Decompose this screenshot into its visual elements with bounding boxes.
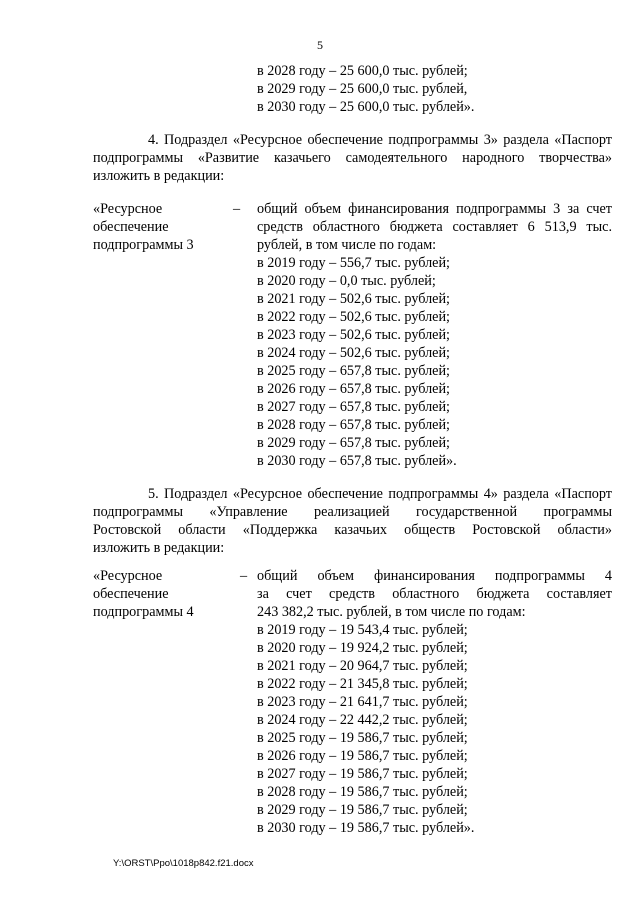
- section4-heading-line: подпрограммы «Развитие казачьего самодеятельного народного творчества»: [93, 150, 612, 166]
- section5-year-line: в 2026 году – 19 586,7 тыс. рублей;: [257, 748, 468, 764]
- section5-dash: –: [240, 568, 248, 584]
- section5-year-line: в 2028 году – 19 586,7 тыс. рублей;: [257, 784, 468, 800]
- section5-year-line: в 2027 году – 19 586,7 тыс. рублей;: [257, 766, 468, 782]
- section4-year-line: в 2030 году – 657,8 тыс. рублей».: [257, 453, 457, 469]
- section5-year-line: в 2022 году – 21 345,8 тыс. рублей;: [257, 676, 468, 692]
- section5-year-line: в 2025 году – 19 586,7 тыс. рублей;: [257, 730, 468, 746]
- section4-heading-line: изложить в редакции:: [93, 168, 225, 184]
- section4-body-line: рублей, в том числе по годам:: [257, 237, 437, 253]
- section5-body-line: общий объем финансирования подпрограммы 4: [257, 568, 612, 584]
- section4-body-line: средств областного бюджета составляет 6 513,9 тыс.: [257, 219, 612, 235]
- section5-heading-line: Ростовской области «Поддержка казачьих обществ Ростовской области»: [93, 522, 612, 538]
- section4-year-line: в 2022 году – 502,6 тыс. рублей;: [257, 309, 450, 325]
- section5-year-line: в 2023 году – 21 641,7 тыс. рублей;: [257, 694, 468, 710]
- section4-year-line: в 2027 году – 657,8 тыс. рублей;: [257, 399, 450, 415]
- intro-line: в 2030 году – 25 600,0 тыс. рублей».: [257, 99, 475, 115]
- section5-year-line: в 2019 году – 19 543,4 тыс. рублей;: [257, 622, 468, 638]
- section4-year-line: в 2024 году – 502,6 тыс. рублей;: [257, 345, 450, 361]
- section4-year-line: в 2020 году – 0,0 тыс. рублей;: [257, 273, 436, 289]
- section4-year-line: в 2023 году – 502,6 тыс. рублей;: [257, 327, 450, 343]
- section5-body-line: за счет средств областного бюджета составляет: [257, 586, 612, 602]
- section4-label: «Ресурсное: [93, 201, 163, 217]
- section4-body-line: общий объем финансирования подпрограммы 3 за счет: [257, 201, 612, 217]
- section4-dash: –: [233, 201, 241, 217]
- section4-year-line: в 2019 году – 556,7 тыс. рублей;: [257, 255, 450, 271]
- section5-year-line: в 2030 году – 19 586,7 тыс. рублей».: [257, 820, 475, 836]
- section5-label: подпрограммы 4: [93, 604, 194, 620]
- section4-year-line: в 2025 году – 657,8 тыс. рублей;: [257, 363, 450, 379]
- section4-label: обеспечение: [93, 219, 169, 235]
- section4-label: подпрограммы 3: [93, 237, 194, 253]
- page-number: 5: [317, 38, 323, 52]
- section5-year-line: в 2021 году – 20 964,7 тыс. рублей;: [257, 658, 468, 674]
- section5-heading-line: изложить в редакции:: [93, 540, 225, 556]
- intro-line: в 2029 году – 25 600,0 тыс. рублей,: [257, 81, 468, 97]
- section5-body-line: 243 382,2 тыс. рублей, в том числе по годам:: [257, 604, 526, 620]
- intro-line: в 2028 году – 25 600,0 тыс. рублей;: [257, 63, 468, 79]
- section5-heading-line: подпрограммы «Управление реализацией государственной программы: [93, 504, 612, 520]
- section5-year-line: в 2020 году – 19 924,2 тыс. рублей;: [257, 640, 468, 656]
- file-path-footer: Y:\ORST\Ppo\1018p842.f21.docx: [113, 858, 254, 869]
- section5-heading-line: 5. Подраздел «Ресурсное обеспечение подпрограммы 4» раздела «Паспорт: [148, 486, 612, 502]
- section4-heading-line: 4. Подраздел «Ресурсное обеспечение подпрограммы 3» раздела «Паспорт: [148, 132, 612, 148]
- section5-label: «Ресурсное: [93, 568, 163, 584]
- section5-label: обеспечение: [93, 586, 169, 602]
- section4-year-line: в 2021 году – 502,6 тыс. рублей;: [257, 291, 450, 307]
- section4-year-line: в 2028 году – 657,8 тыс. рублей;: [257, 417, 450, 433]
- section4-year-line: в 2026 году – 657,8 тыс. рублей;: [257, 381, 450, 397]
- section4-year-line: в 2029 году – 657,8 тыс. рублей;: [257, 435, 450, 451]
- section5-year-line: в 2024 году – 22 442,2 тыс. рублей;: [257, 712, 468, 728]
- section5-year-line: в 2029 году – 19 586,7 тыс. рублей;: [257, 802, 468, 818]
